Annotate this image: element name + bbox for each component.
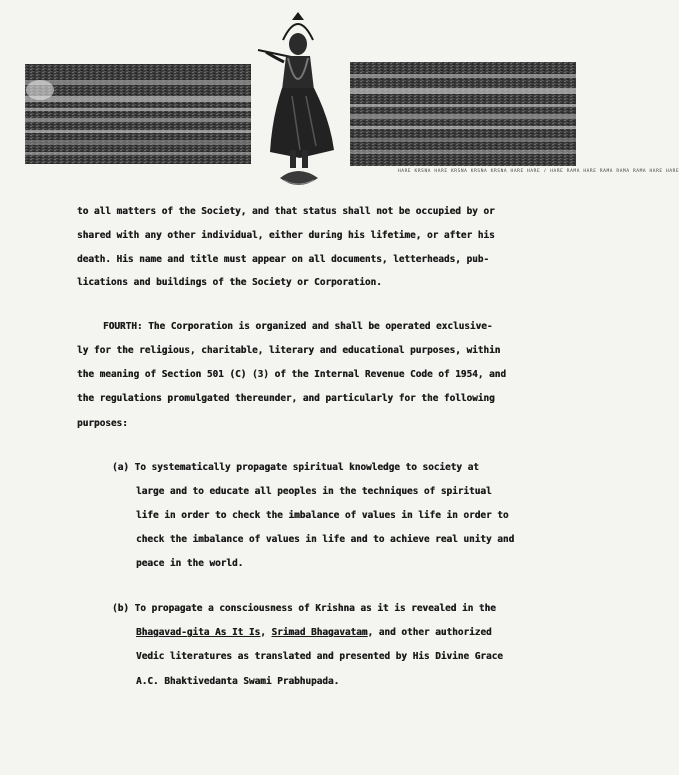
item-b-line-3: Vedic literatures as translated and presented by His Divine Grace <box>136 651 503 662</box>
paragraph1-line-4: lications and buildings of the Society or Corporation. <box>77 277 382 288</box>
paragraph2-line-5: purposes: <box>77 418 128 429</box>
paragraph1-line-2: shared with any other individual, either during his lifetime, or after his <box>77 230 495 241</box>
item-a-line-5: peace in the world. <box>136 558 244 569</box>
item-b-line-4: A.C. Bhaktivedanta Swami Prabhupada. <box>136 676 340 687</box>
paragraph2-line-1: FOURTH: The Corporation is organized and shall be operated exclusive- <box>103 321 493 332</box>
item-a-line-4: check the imbalance of values in life and to achieve real unity and <box>136 534 515 545</box>
book-title-srimad-bhagavatam: Srimad Bhagavatam <box>271 627 368 638</box>
paragraph2-line-2: ly for the religious, charitable, literary and educational purposes, within <box>77 345 501 356</box>
paragraph1-line-3: death. His name and title must appear on all documents, letterheads, pub- <box>77 254 490 265</box>
header-mantra-text: HARE KRSNA HARE KRSNA KRSNA KRSNA HARE HARE / HARE RAMA HARE RAMA RAMA RAMA HARE HARE <box>398 169 679 174</box>
item-a-line-1: (a) To systematically propagate spiritual knowledge to society at <box>112 462 479 473</box>
item-b-line-1: (b) To propagate a consciousness of Krishna as it is revealed in the <box>112 603 496 614</box>
item-a-line-3: life in order to check the imbalance of values in life in order to <box>136 510 509 521</box>
item-b-line-2 <box>136 627 492 638</box>
item-a-line-2: large and to educate all peoples in the techniques of spiritual <box>136 486 492 497</box>
paragraph2-line-3: the meaning of Section 501 (C) (3) of the Internal Revenue Code of 1954, and <box>77 369 506 380</box>
item-b-separator: , <box>260 627 272 638</box>
paragraph2-line-4: the regulations promulgated thereunder, and particularly for the following <box>77 393 495 404</box>
item-b-line-2-rest: , and other authorized <box>367 627 492 638</box>
book-title-bhagavad-gita: Bhagavad-gita As It Is <box>136 627 261 638</box>
paragraph1-line-1: to all matters of the Society, and that status shall not be occupied by or <box>77 206 495 217</box>
